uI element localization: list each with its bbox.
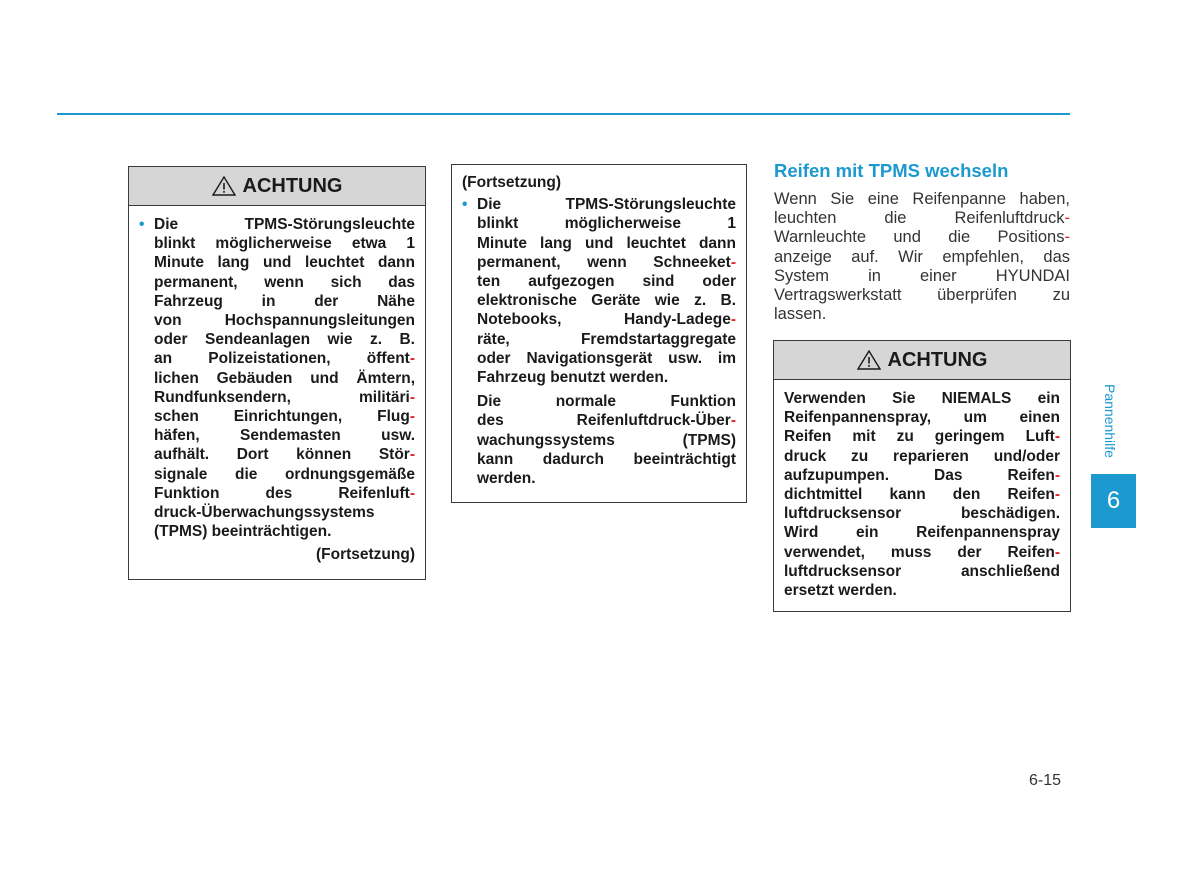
text-line: permanent, wenn Schneeket- (477, 253, 736, 271)
text-line: luftdrucksensor anschließend (784, 562, 1060, 580)
text-line: wachungssystems (TPMS) (477, 431, 736, 449)
text-line: luftdrucksensor beschädigen. (784, 505, 1060, 523)
text-line: häfen, Sendemasten usw. (154, 427, 415, 445)
text-line: Die normale Funktion (477, 393, 736, 411)
hyphen-mark: - (730, 253, 736, 271)
text-line: Reifenpannenspray, um einen (784, 409, 1060, 427)
text-line: an Polizeistationen, öffent- (154, 350, 415, 368)
warning-header (774, 341, 1070, 380)
warning-title: ACHTUNG (887, 348, 988, 371)
warning-triangle-icon (857, 350, 881, 370)
text-line: Warnleuchte und die Positions- (774, 228, 1070, 247)
text-line: oder Sendeanlagen wie z. B. (154, 331, 415, 349)
text-line: Wird ein Reifenpannenspray (784, 524, 1060, 542)
text-line: Wenn Sie eine Reifenpanne haben, (774, 190, 1070, 208)
section-title: Reifen mit TPMS wechseln (774, 160, 1009, 181)
warning-triangle-icon (212, 176, 236, 196)
text-line: System in einer HYUNDAI (774, 266, 1070, 285)
hyphen-mark: - (409, 388, 415, 406)
hyphen-mark: - (730, 311, 736, 329)
text-line: leuchten die Reifenluftdruck- (774, 209, 1070, 228)
text-line: Die TPMS-Störungsleuchte (154, 216, 415, 233)
chapter-number: 6 (1106, 487, 1121, 514)
warning-text (477, 195, 736, 387)
text-line: Minute lang und leuchtet dann (477, 234, 736, 252)
hyphen-mark: - (409, 484, 415, 502)
text-line: elektronische Geräte wie z. B. (477, 292, 736, 310)
warning-header (129, 167, 425, 206)
hyphen-mark: - (409, 408, 415, 426)
text-line: Notebooks, Handy-Ladege- (477, 311, 736, 329)
warning-box-2 (451, 164, 747, 503)
hyphen-mark: - (1054, 486, 1060, 504)
text-line: permanent, wenn sich das (154, 273, 415, 291)
text-line: werden. (477, 470, 536, 488)
header-rule (57, 113, 1070, 115)
text-line: lassen. (774, 305, 827, 324)
text-line: Fahrzeug benutzt werden. (477, 369, 669, 387)
text-line: räte, Fremdstartaggregate (477, 330, 736, 348)
hyphen-mark: - (409, 350, 415, 368)
text-line: des Reifenluftdruck-Über- (477, 412, 736, 430)
continued-label: (Fortsetzung) (315, 546, 415, 564)
text-line: Vertragswerkstatt überprüfen zu (774, 286, 1070, 305)
warning-box-3 (773, 340, 1071, 612)
warning-box-1 (128, 166, 426, 580)
continued-label: (Fortsetzung) (462, 174, 562, 191)
text-line: Reifen mit zu geringem Luft- (784, 428, 1060, 446)
warning-text (784, 389, 1060, 600)
hyphen-mark: - (409, 446, 415, 464)
text-line: verwendet, muss der Reifen- (784, 543, 1060, 561)
text-line: blinkt möglicherweise 1 (477, 215, 736, 233)
text-line: oder Navigationsgerät usw. im (477, 349, 736, 367)
section-intro (774, 190, 1070, 324)
text-line: aufzupumpen. Das Reifen- (784, 466, 1060, 484)
page-number: 6-15 (1029, 772, 1062, 789)
text-line: blinkt möglicherweise etwa 1 (154, 235, 415, 253)
text-line: anzeige auf. Wir empfehlen, das (774, 247, 1070, 266)
text-line: lichen Gebäuden und Ämtern, (154, 369, 415, 387)
text-line: Die TPMS-Störungsleuchte (477, 196, 736, 214)
text-line: Funktion des Reifenluft- (154, 484, 415, 502)
text-line: kann dadurch beeinträchtigt (477, 450, 736, 468)
warning-paragraph (462, 392, 736, 488)
hyphen-mark: - (1054, 543, 1060, 561)
warning-bullet (462, 195, 736, 387)
text-line: dichtmittel kann den Reifen- (784, 486, 1060, 504)
text-line: druck-Überwachungssystems (154, 504, 375, 522)
text-line: ten aufgezogen sind oder (477, 273, 736, 291)
hyphen-mark: - (1064, 228, 1070, 247)
text-line: Verwenden Sie NIEMALS ein (784, 390, 1060, 407)
hyphen-mark: - (1054, 466, 1060, 484)
text-line: Fahrzeug in der Nähe (154, 292, 415, 310)
warning-text (154, 215, 415, 541)
text-line: Minute lang und leuchtet dann (154, 254, 415, 272)
hyphen-mark: - (1054, 428, 1060, 446)
warning-bullet (139, 215, 415, 541)
text-line: druck zu reparieren und/oder (784, 447, 1060, 465)
text-line: (TPMS) beeinträchtigen. (154, 523, 332, 541)
hyphen-mark: - (730, 412, 736, 430)
text-line: signale die ordnungsgemäße (154, 465, 415, 483)
bullet-icon: • (462, 196, 468, 214)
chapter-tab (1091, 474, 1136, 528)
text-line: Rundfunksendern, militäri- (154, 388, 415, 406)
text-line: aufhält. Dort können Stör- (154, 446, 415, 464)
hyphen-mark: - (1064, 209, 1070, 228)
warning-title: ACHTUNG (242, 174, 343, 197)
chapter-label: Pannenhilfe (1102, 384, 1118, 458)
text-line: von Hochspannungsleitungen (154, 312, 415, 330)
text-line: schen Einrichtungen, Flug- (154, 408, 415, 426)
bullet-icon: • (139, 216, 145, 233)
text-line: ersetzt werden. (784, 582, 897, 600)
